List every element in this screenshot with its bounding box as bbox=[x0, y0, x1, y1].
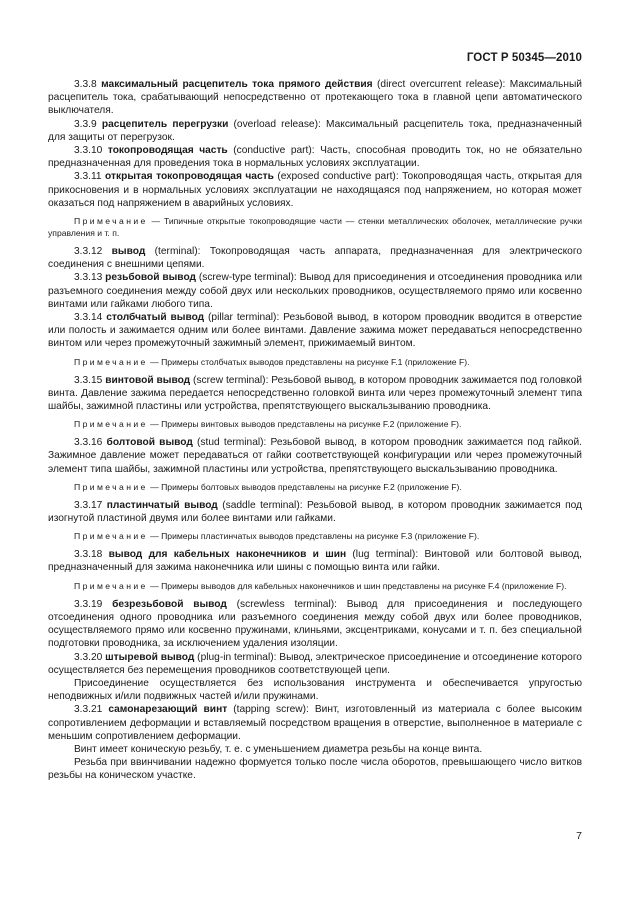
clause-number: 3.3.10 bbox=[74, 145, 103, 157]
clause-number: 3.3.21 bbox=[74, 704, 103, 716]
note-text: — Примеры столбчатых выводов представлены на рисунке F.1 (приложение F). bbox=[147, 356, 470, 367]
defined-term: штыревой вывод bbox=[105, 651, 195, 663]
defined-term: самонарезающий винт bbox=[108, 704, 228, 716]
definition-paragraph bbox=[48, 374, 582, 414]
note-label: Примечание bbox=[74, 356, 148, 367]
note-text: — Примеры болтовых выводов представлены на рисунке F.2 (приложение F). bbox=[147, 481, 462, 492]
defined-term: столбчатый вывод bbox=[106, 312, 205, 324]
note-text: — Типичные открытые токопроводящие части — стенки металлических оболочек, металлические ручки управления и т. п. bbox=[48, 216, 582, 239]
definition-paragraph bbox=[48, 245, 582, 271]
definition-text: (direct overcurrent release): Максимальный расцепитель тока, срабатывающий непосредственно от протекающего тока в главной цепи автоматического выключателя. bbox=[48, 79, 582, 117]
note-label: Примечание bbox=[74, 419, 148, 430]
defined-term: максимальный расцепитель тока прямого действия bbox=[101, 79, 373, 90]
definition-paragraph bbox=[48, 703, 582, 743]
defined-term: резьбовой вывод bbox=[105, 272, 196, 284]
definition-paragraph bbox=[48, 548, 582, 574]
definition-paragraph bbox=[48, 118, 582, 144]
definition-text: (plug-in terminal): Вывод, электрическое присоединение и отсоединение которого осуществляется без перемещения проводников соответствующей цепи. bbox=[48, 651, 582, 676]
defined-term: расцепитель перегрузки bbox=[101, 118, 229, 130]
definition-text: (stud terminal): Резьбовой вывод, в котором проводник зажимается под гайкой. Зажимное давление может передаваться от гайки соответствующей конфигурации или через промежуточный элемент типа шайбы, зажимной пластины или устройства, препятствующего выскальзыванию проводника. bbox=[48, 437, 582, 475]
definition-paragraph bbox=[48, 311, 582, 351]
definition-text: Резьба при ввинчивании надежно формуется только после числа оборотов, превышающего число витков резьбы на коническом участке. bbox=[48, 757, 582, 782]
clause-number: 3.3.13 bbox=[74, 272, 103, 284]
document-body bbox=[48, 78, 582, 783]
note-label: Примечание bbox=[74, 481, 148, 492]
defined-term: безрезьбовой вывод bbox=[112, 598, 227, 610]
note-paragraph bbox=[48, 215, 582, 239]
note-paragraph bbox=[48, 356, 582, 368]
note-label: Примечание bbox=[74, 531, 148, 542]
document-header: ГОСТ Р 50345—2010 bbox=[466, 52, 582, 64]
definition-text: Винт имеет коническую резьбу, т. е. с уменьшением диаметра резьбы на конце винта. bbox=[74, 743, 483, 755]
clause-number: 3.3.19 bbox=[74, 598, 103, 610]
note-paragraph bbox=[48, 530, 582, 542]
page-number: 7 bbox=[576, 830, 582, 842]
definition-paragraph bbox=[48, 598, 582, 651]
definition-text: (terminal): Токопроводящая часть аппарата, предназначенная для электрического соединения с внешними цепями. bbox=[48, 246, 582, 271]
note-paragraph bbox=[48, 481, 582, 493]
clause-number: 3.3.11 bbox=[74, 171, 102, 183]
clause-number: 3.3.18 bbox=[74, 549, 103, 561]
defined-term: винтовой вывод bbox=[105, 374, 191, 386]
clause-number: 3.3.12 bbox=[74, 246, 103, 258]
definition-text: (screw terminal): Резьбовой вывод, в котором проводник зажимается под головкой винта. Давление зажима передается непосредственно головкой винта или через промежуточный элемент типа шайбы, зажимной пластины или устройства, препятствующего выскальзыванию проводника. bbox=[48, 374, 582, 413]
definition-paragraph bbox=[48, 499, 582, 525]
definition-paragraph bbox=[48, 170, 582, 210]
text-paragraph bbox=[48, 677, 582, 703]
note-paragraph bbox=[48, 418, 582, 430]
definition-text: (screw-type terminal): Вывод для присоединения и отсоединения проводника или разъемного соединения между собой двух или нескольких проводников, осуществляемого прямо или косвенно винтами или гайками любого типа. bbox=[48, 272, 583, 310]
note-label: Примечание bbox=[74, 580, 148, 591]
definition-paragraph bbox=[48, 651, 582, 677]
definition-paragraph bbox=[48, 78, 582, 118]
defined-term: открытая токопроводящая часть bbox=[105, 171, 274, 183]
note-text: — Примеры пластинчатых выводов представлены на рисунке F.3 (приложение F). bbox=[147, 531, 480, 542]
defined-term: вывод bbox=[111, 246, 146, 258]
clause-number: 3.3.8 bbox=[74, 79, 97, 90]
definition-text: (pillar terminal): Резьбовой вывод, в котором проводник вводится в отверстие или полость и зажимается одним или более винтами. Давление зажима может передаваться непосредственно винтом или через промежуточный зажимный элемент, прижимаемый винтом. bbox=[48, 312, 582, 350]
text-paragraph bbox=[48, 756, 582, 782]
definition-text: (screwless terminal): Вывод для присоединения и последующего отсоединения одного проводника или разъемного соединения между собой двух или более проводников, осуществляемого прямо или косвенно пружинами, клиньями, эксцентриками, конусами и т. п. без специальной подготовки проводника, за исключением удаления изоляции. bbox=[48, 598, 582, 650]
defined-term: пластинчатый вывод bbox=[106, 499, 218, 511]
definition-text: (exposed conductive part): Токопроводящая часть, открытая для прикосновения и в нормальных условиях эксплуатации не находящаяся под напряжением, но которая может оказаться под напряжением в аварийных условиях. bbox=[48, 171, 582, 209]
definition-text: (overload release): Максимальный расцепитель тока, предназначенный для защиты от перегрузок. bbox=[48, 118, 582, 143]
clause-number: 3.3.17 bbox=[74, 499, 103, 511]
definition-text: (conductive part): Часть, способная проводить ток, но не обязательно предназначенная для проведения тока в нормальных условиях эксплуатации. bbox=[48, 145, 582, 170]
text-paragraph bbox=[48, 743, 582, 756]
clause-number: 3.3.9 bbox=[74, 118, 97, 130]
definition-text: (lug terminal): Винтовой или болтовой вывод, предназначенный для зажима наконечника или шины с помощью винта или гайки. bbox=[48, 549, 582, 574]
note-paragraph bbox=[48, 580, 582, 592]
clause-number: 3.3.16 bbox=[74, 437, 103, 449]
definition-paragraph bbox=[48, 436, 582, 476]
defined-term: вывод для кабельных наконечников и шин bbox=[108, 549, 347, 561]
clause-number: 3.3.14 bbox=[74, 312, 103, 324]
definition-text: (tapping screw): Винт, изготовленный из материала с более высоким сопротивлением деформации и вставляемый посредством вращения в отверстие, выполненное в материале с меньшим сопротивлением деформации. bbox=[48, 704, 582, 742]
definition-text: (saddle terminal): Резьбовой вывод, в котором проводник зажимается под изогнутой пластиной двумя или более винтами или гайками. bbox=[48, 499, 583, 525]
clause-number: 3.3.15 bbox=[74, 374, 103, 386]
definition-paragraph bbox=[48, 271, 582, 311]
defined-term: токопроводящая часть bbox=[107, 145, 228, 157]
definition-paragraph bbox=[48, 144, 582, 170]
note-label: Примечание bbox=[74, 216, 148, 227]
clause-number: 3.3.20 bbox=[74, 651, 103, 663]
note-text: — Примеры винтовых выводов представлены на рисунке F.2 (приложение F). bbox=[147, 419, 462, 430]
definition-text: Присоединение осуществляется без использования инструмента и обеспечивается упругостью неподвижных и/или подвижных частей и/или пружинами. bbox=[48, 677, 582, 703]
defined-term: болтовой вывод bbox=[106, 437, 193, 449]
note-text: — Примеры выводов для кабельных наконечников и шин представлены на рисунке F.4 (приложение F). bbox=[147, 580, 567, 591]
